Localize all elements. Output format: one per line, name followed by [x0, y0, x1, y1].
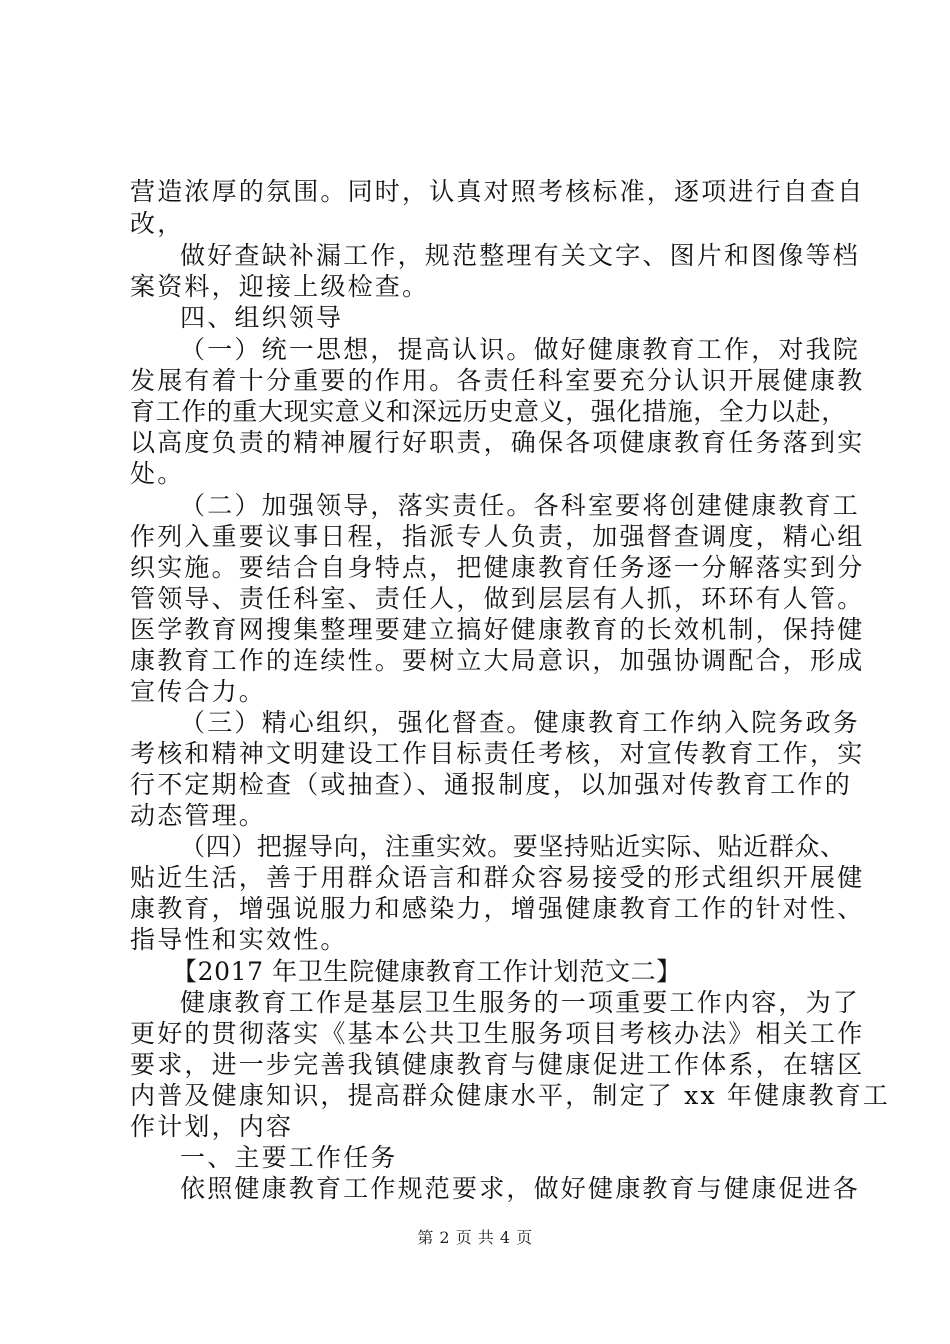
text-line: 做好查缺补漏工作，规范整理有关文字、图片和图像等档 — [180, 241, 861, 270]
text-line: 更好的贯彻落实《基本公共卫生服务项目考核办法》相关工作 — [130, 1019, 865, 1048]
text-line: 处。 — [130, 459, 185, 488]
text-line: （三）精心组织，强化督查。健康教育工作纳入院务政务 — [180, 708, 861, 737]
text-line: 作列入重要议事日程，指派专人负责，加强督查调度，精心组 — [130, 522, 865, 551]
text-line: 以高度负责的精神履行好职责，确保各项健康教育任务落到实 — [130, 428, 865, 457]
text-line: 行不定期检查（或抽查）、通报制度，以加强对传教育工作的 — [130, 770, 852, 799]
section-heading: 四、组织领导 — [180, 303, 344, 332]
text-line: 康教育工作的连续性。要树立大局意识，加强协调配合，形成 — [130, 646, 865, 675]
page-number-footer: 第 2 页 共 4 页 — [417, 1228, 533, 1247]
section-heading: 一、主要工作任务 — [180, 1143, 398, 1172]
subdocument-heading: 【2017 年卫生院健康教育工作计划范文二】 — [172, 957, 682, 986]
text-line: 作计划，内容 — [130, 1112, 294, 1141]
text-line: 考核和精神文明建设工作目标责任考核，对宣传教育工作，实 — [130, 739, 865, 768]
text-line: （一）统一思想，提高认识。做好健康教育工作，对我院 — [180, 335, 861, 364]
text-line: 依照健康教育工作规范要求，做好健康教育与健康促进各 — [180, 1174, 861, 1203]
text-line: 织实施。要结合自身特点，把健康教育任务逐一分解落实到分 — [130, 553, 865, 582]
text-line: 医学教育网搜集整理要建立搞好健康教育的长效机制，保持健 — [130, 615, 865, 644]
text-line: 宣传合力。 — [130, 677, 267, 706]
text-line: （二）加强领导，落实责任。各科室要将创建健康教育工 — [180, 491, 861, 520]
text-line: 贴近生活，善于用群众语言和群众容易接受的形式组织开展健 — [130, 863, 865, 892]
text-line: 案资料，迎接上级检查。 — [130, 272, 430, 301]
text-line: 发展有着十分重要的作用。各责任科室要充分认识开展健康教 — [130, 366, 865, 395]
text-line: 健康教育工作是基层卫生服务的一项重要工作内容，为了 — [180, 988, 861, 1017]
text-line: 改， — [130, 209, 185, 238]
text-line: 要求，进一步完善我镇健康教育与健康促进工作体系，在辖区 — [130, 1050, 865, 1079]
text-line: 内普及健康知识，提高群众健康水平，制定了 xx 年健康教育工 — [130, 1081, 891, 1110]
text-line: （四）把握导向，注重实效。要坚持贴近实际、贴近群众、 — [180, 832, 846, 861]
text-line: 指导性和实效性。 — [130, 925, 348, 954]
text-line: 营造浓厚的氛围。同时，认真对照考核标准，逐项进行自查自 — [130, 177, 865, 206]
text-line: 动态管理。 — [130, 801, 267, 830]
text-line: 育工作的重大现实意义和深远历史意义，强化措施，全力以赴， — [130, 397, 847, 426]
text-line: 管领导、责任科室、责任人，做到层层有人抓，环环有人管。 — [130, 584, 865, 613]
text-line: 康教育，增强说服力和感染力，增强健康教育工作的针对性、 — [130, 894, 865, 923]
